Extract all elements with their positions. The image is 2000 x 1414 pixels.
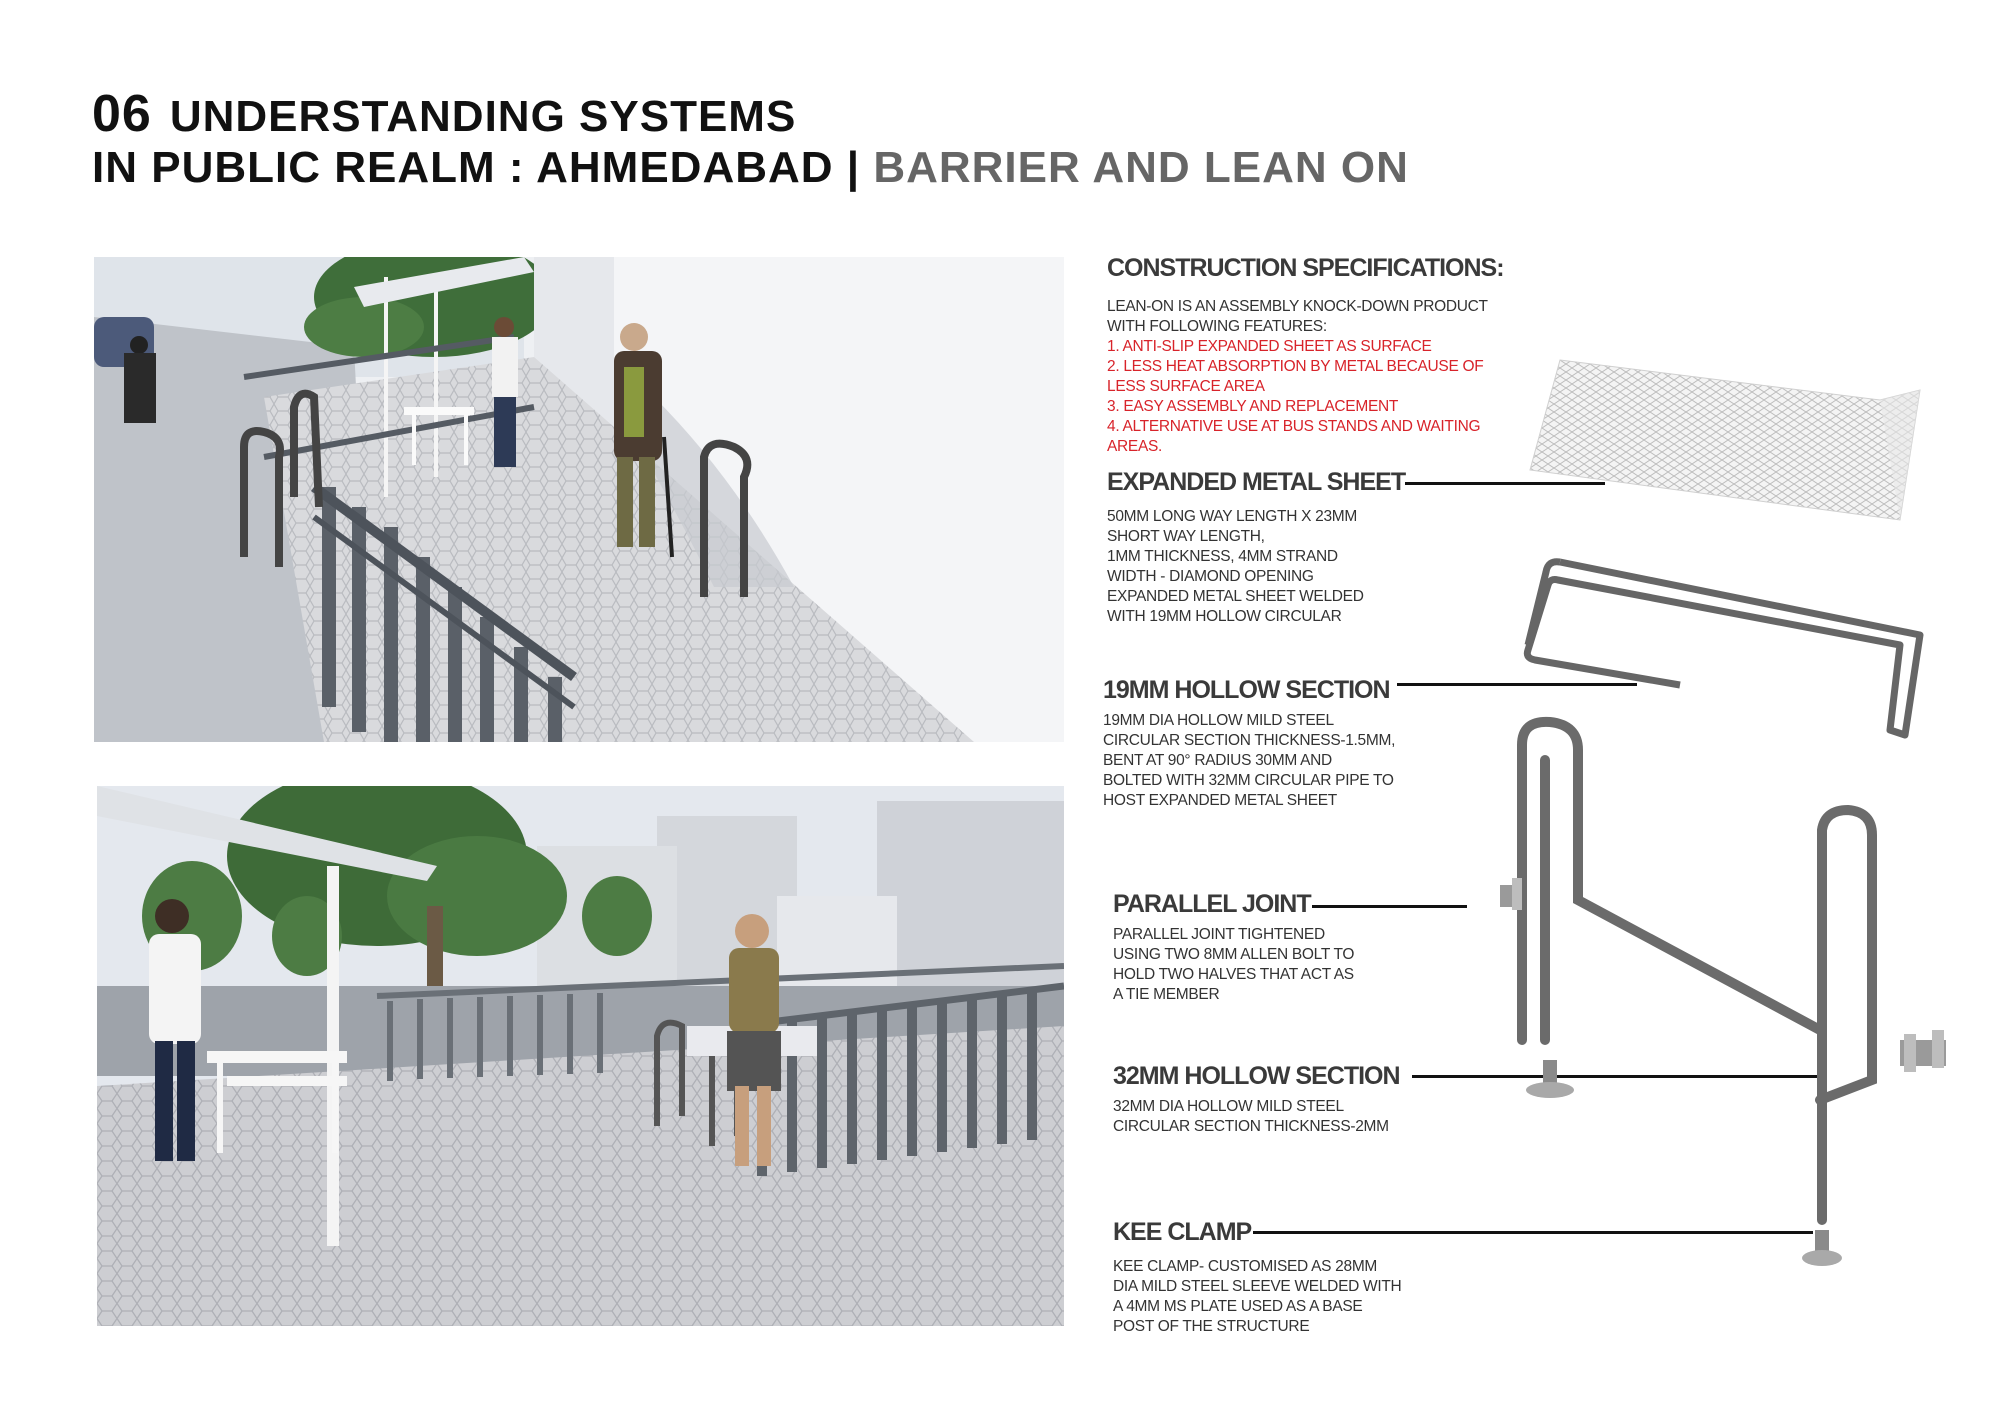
parallel-joint-part-left bbox=[1500, 878, 1522, 912]
expanded-sheet-heading: EXPANDED METAL SHEET bbox=[1107, 468, 1406, 496]
section-number: 06 bbox=[92, 85, 152, 143]
32mm-hollow-section-part bbox=[1522, 722, 1872, 1220]
kee-clamp-heading: KEE CLAMP bbox=[1113, 1218, 1252, 1246]
construction-specifications bbox=[1107, 256, 1527, 457]
kee-clamp-text: KEE CLAMP- CUSTOMISED AS 28MM DIA MILD STEEL SLEEVE WELDED WITH A 4MM MS PLATE USED AS A BASE POST OF THE STRUCTURE bbox=[1113, 1258, 1402, 1335]
construction-intro: LEAN-ON IS AN ASSEMBLY KNOCK-DOWN PRODUCT WITH FOLLOWING FEATURES: bbox=[1107, 298, 1488, 335]
feature-4: 4. ALTERNATIVE USE AT BUS STANDS AND WAITING AREAS. bbox=[1107, 418, 1481, 455]
spec-19mm-hollow-section bbox=[1103, 678, 1523, 811]
hollow32-heading: 32MM HOLLOW SECTION bbox=[1113, 1062, 1400, 1090]
exploded-assembly-drawing bbox=[1500, 340, 1970, 1280]
19mm-hollow-frame-part bbox=[1527, 562, 1920, 735]
leader-parallel-joint bbox=[1312, 905, 1467, 908]
kee-clamp-part-2 bbox=[1802, 1230, 1842, 1266]
title-highlight: BARRIER AND LEAN ON bbox=[873, 143, 1409, 192]
render-walkway-ramp bbox=[94, 257, 1064, 742]
parallel-joint-heading: PARALLEL JOINT bbox=[1113, 890, 1311, 918]
kee-clamp-part-1 bbox=[1526, 1060, 1574, 1098]
expanded-metal-sheet-part bbox=[1530, 360, 1920, 520]
page-title bbox=[92, 85, 1409, 192]
feature-3: 3. EASY ASSEMBLY AND REPLACEMENT bbox=[1107, 398, 1399, 415]
parallel-joint-part-right bbox=[1900, 1030, 1946, 1072]
spec-kee-clamp bbox=[1113, 1220, 1493, 1337]
title-line-2: IN PUBLIC REALM : AHMEDABAD | bbox=[92, 143, 861, 192]
parallel-joint-text: PARALLEL JOINT TIGHTENED USING TWO 8MM ALLEN BOLT TO HOLD TWO HALVES THAT ACT AS A TIE MEMBER bbox=[1113, 926, 1355, 1003]
hollow32-text: 32MM DIA HOLLOW MILD STEEL CIRCULAR SECTION THICKNESS-2MM bbox=[1113, 1098, 1389, 1135]
hollow19-text: 19MM DIA HOLLOW MILD STEEL CIRCULAR SECTION THICKNESS-1.5MM, BENT AT 90° RADIUS 30MM AND BOLTED WITH 32MM CIRCULAR PIPE TO HOST EXPANDED METAL SHEET bbox=[1103, 712, 1396, 809]
title-line-1: UNDERSTANDING SYSTEMS bbox=[169, 92, 797, 141]
feature-2: 2. LESS HEAT ABSORPTION BY METAL BECAUSE OF LESS SURFACE AREA bbox=[1107, 358, 1484, 395]
expanded-sheet-text: 50MM LONG WAY LENGTH X 23MM SHORT WAY LENGTH, 1MM THICKNESS, 4MM STRAND WIDTH - DIAMOND OPENING EXPANDED METAL SHEET WELDED WITH 19MM HOLLOW CIRCULAR bbox=[1107, 508, 1364, 625]
spec-expanded-metal-sheet bbox=[1107, 470, 1487, 627]
render-street-leaning bbox=[97, 786, 1064, 1326]
construction-heading: CONSTRUCTION SPECIFICATIONS: bbox=[1107, 254, 1504, 282]
hollow19-heading: 19MM HOLLOW SECTION bbox=[1103, 676, 1390, 704]
spec-parallel-joint bbox=[1113, 892, 1493, 1005]
feature-1: 1. ANTI-SLIP EXPANDED SHEET AS SURFACE bbox=[1107, 338, 1432, 355]
